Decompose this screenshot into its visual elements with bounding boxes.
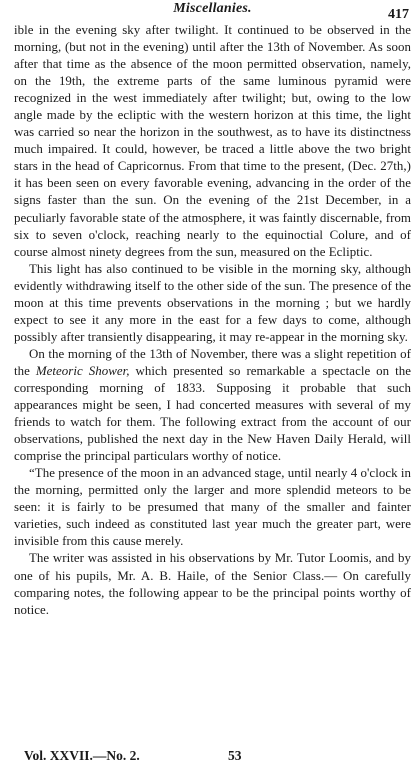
page-number: 417	[388, 7, 409, 22]
page-header	[14, 0, 411, 22]
body-text	[14, 22, 411, 619]
paragraph-meteoric-shower	[14, 346, 411, 465]
paragraph-morning-sky: This light has also continued to be visible in the morning sky, although evidently withdrawing itself to the other side of the sun. The presence of the moon at this time prevents observations in the morning ; but we hardly expect to see it any more in the east for a few days to come, although possibly after transiently disappearing, it may re-appear in the morning sky.	[14, 261, 411, 344]
paragraph-text: which presented so remarkable a spectacle on the corresponding morning of 1833. Supposing it probable that such appearances might be seen, I had concerted measures with several of my friends to watch for them. The following extract from the account of our observations, published the next day in the New Haven Daily Herald, will comprise the principal particulars worthy of notice.	[14, 363, 412, 464]
paragraph-continued: ible in the evening sky after twilight. It continued to be observed in the morning, (but not in the evening) until after the 13th of November. As soon after that time as the absence of the moon permitted observation, namely, on the 19th, the extreme parts of the same luminous pyramid were recognized in the west immediately after twilight; but, owing to the low angle made by the ecliptic with the western horizon at this time, the light was carried so near the horizon in the southwest, as to have its distinctness much impaired. It could, however, be traced a little above the two bright stars in the head of Capricornus. From that time to the present, (Dec. 27th,) it has been seen on every favorable evening, advancing in the order of the signs faster than the sun. On the evening of the 21st December, in a peculiarly favorable state of the atmosphere, it was faintly discernable, from six to seven o'clock, reaching nearly to the equinoctial Colure, and of course almost ninety degrees from the sun, measured on the Ecliptic.	[14, 23, 411, 259]
paragraph-assistants: The writer was assisted in his observations by Mr. Tutor Loomis, and by one of his pupils, Mr. A. B. Haile, of the Senior Class.— On carefully comparing notes, the following appear to be the principal points worthy of notice.	[14, 551, 411, 617]
paragraph-quotation: “The presence of the moon in an advanced stage, until nearly 4 o'clock in the morning, permitted only the larger and more splendid meteors to be seen: it is fairly to be presumed that many of the smaller and fainter varieties, such indeed as constituted last year much the greater part, were invisible from this cause merely.	[14, 466, 411, 549]
volume-line: Vol. XXVII.—No. 2.	[24, 748, 140, 763]
emphasis-meteoric-shower: Meteoric Shower,	[35, 363, 130, 378]
paragraph-text: On the morning of the 13th of November, there was a slight repetition of the	[14, 346, 411, 378]
signature-mark: 53	[228, 748, 242, 763]
page-footer	[24, 748, 411, 766]
running-head: Miscellanies.	[173, 1, 252, 16]
